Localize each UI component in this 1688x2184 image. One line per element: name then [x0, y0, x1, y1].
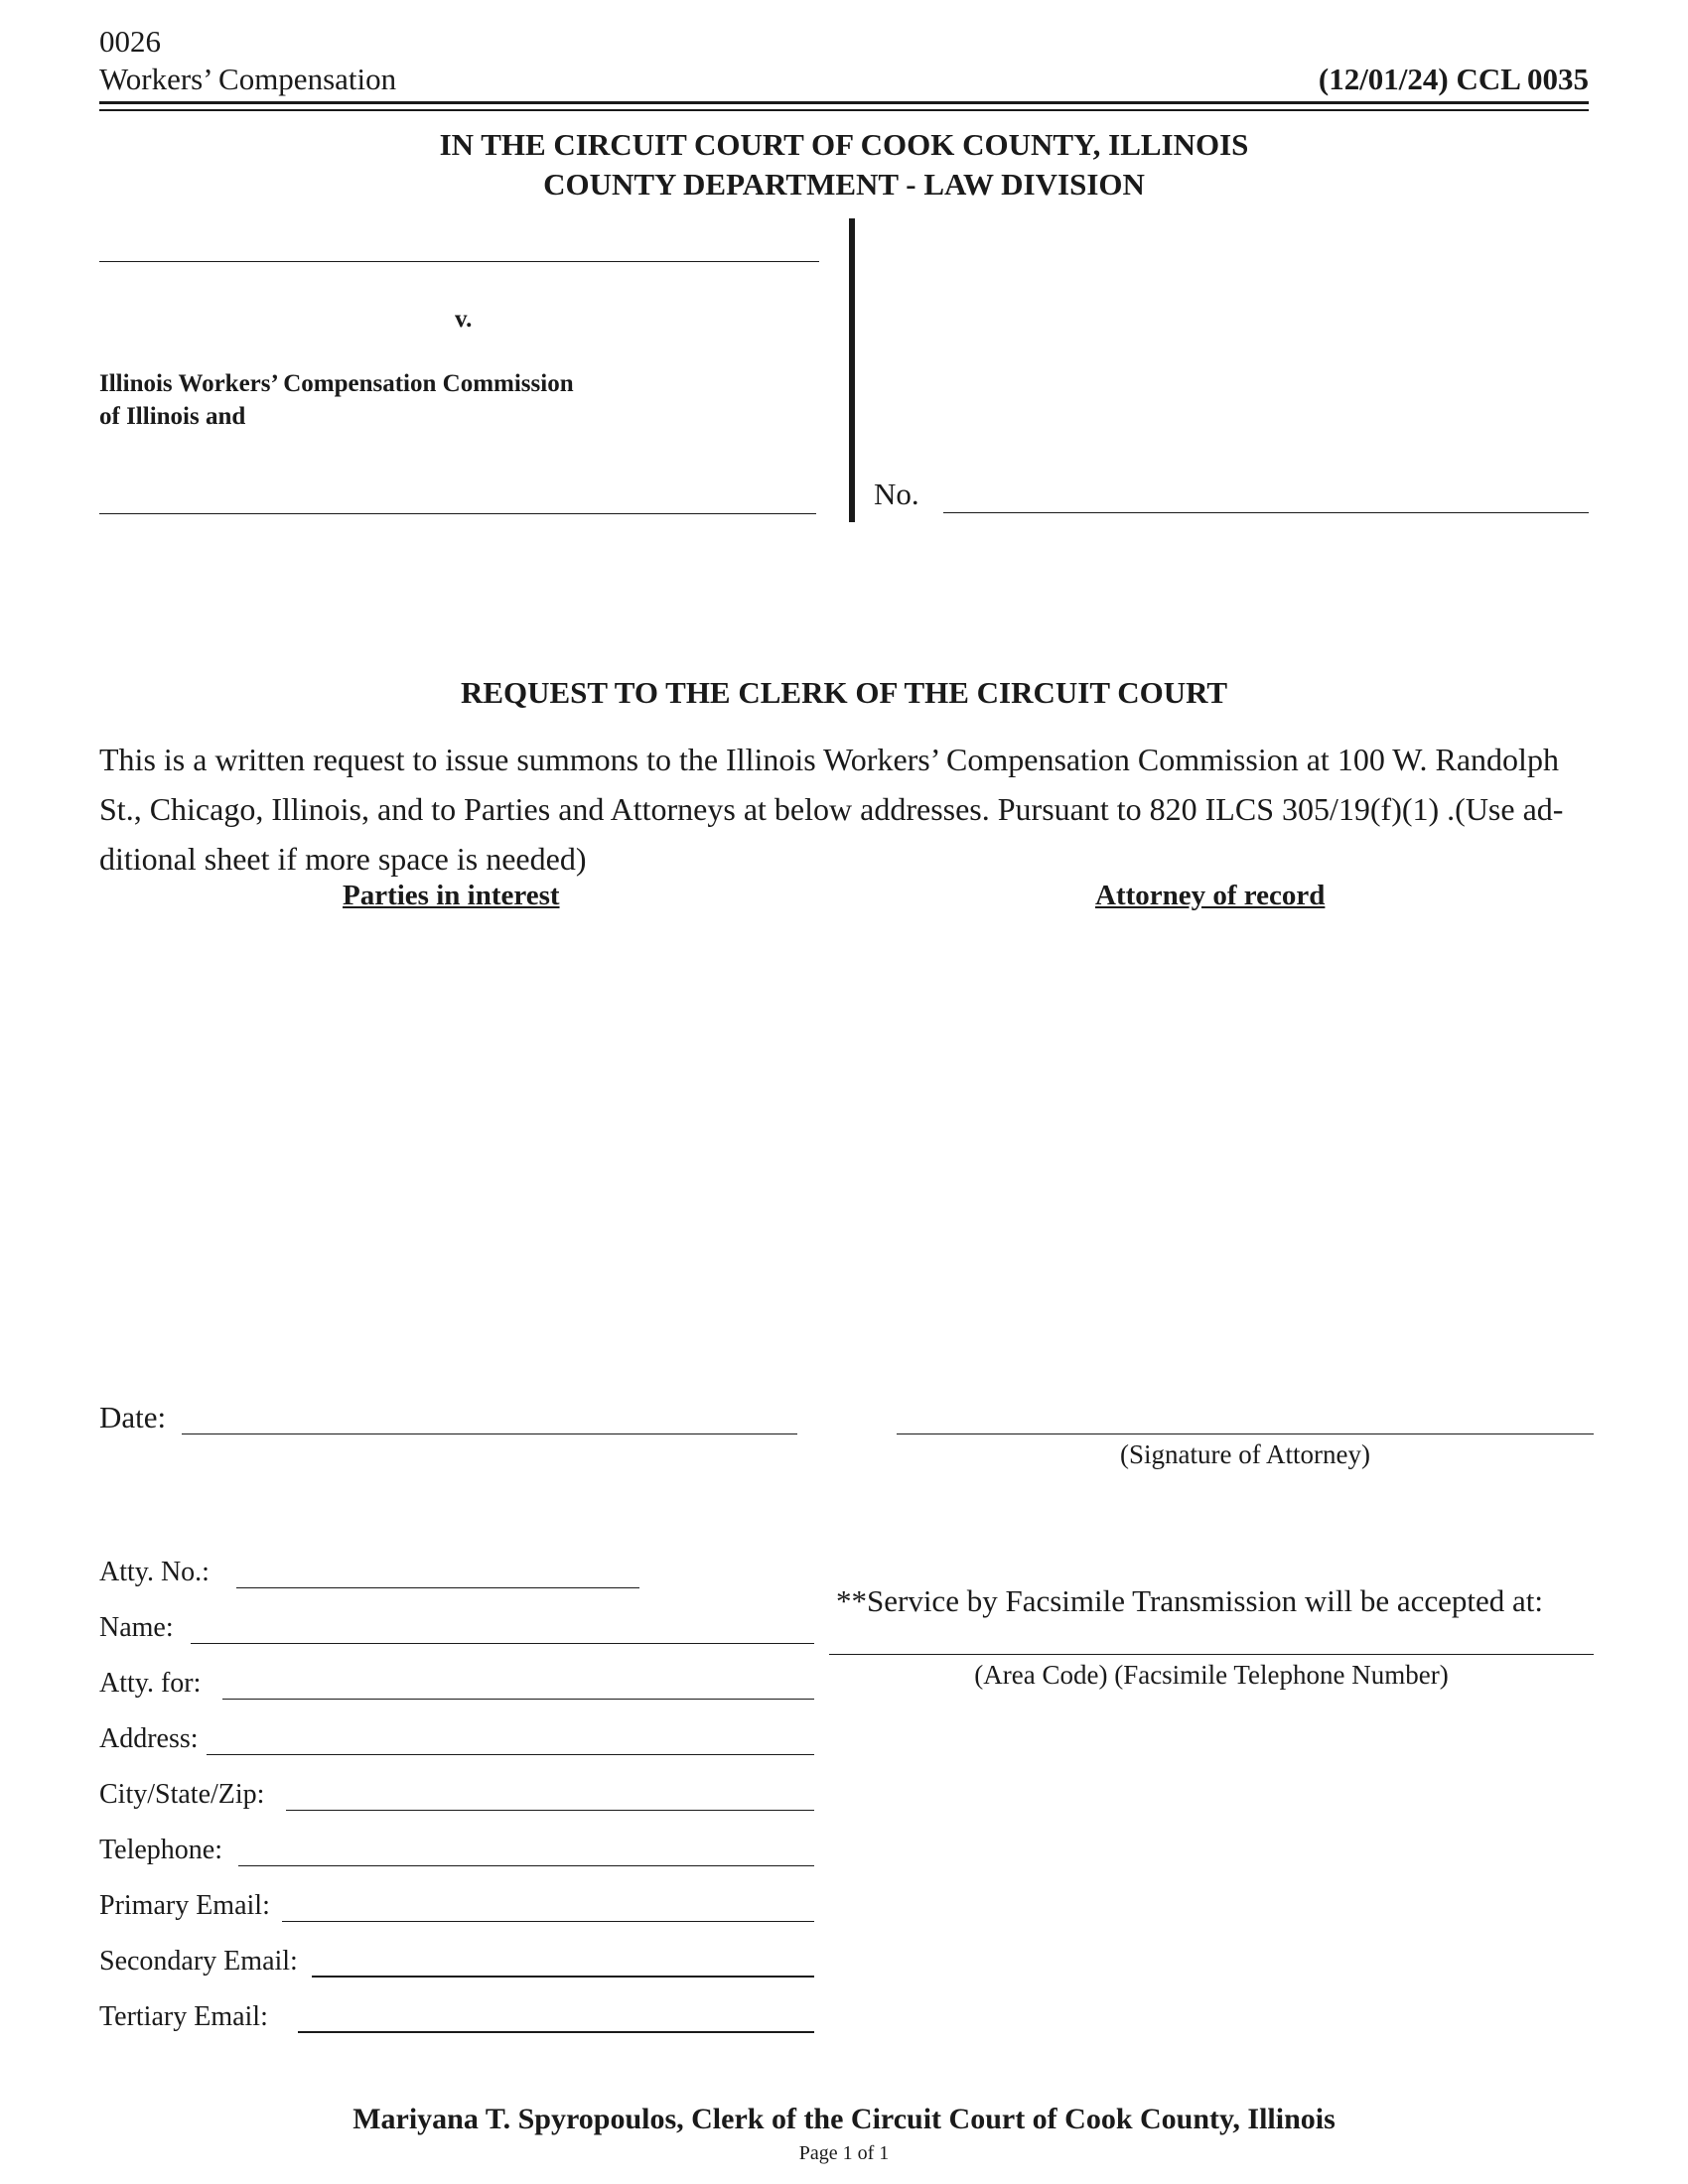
defendant-line1: Illinois Workers’ Compensation Commission — [99, 370, 574, 397]
court-title-line1: IN THE CIRCUIT COURT OF COOK COUNTY, ILLINOIS — [439, 127, 1249, 162]
case-no-label: No. — [874, 477, 919, 511]
secondary-email-row — [99, 1942, 814, 1981]
fax-caption: (Area Code) (Facsimile Telephone Number) — [974, 1660, 1449, 1690]
signature-field[interactable] — [897, 1433, 1594, 1434]
name-field[interactable] — [191, 1643, 814, 1644]
signature-caption: (Signature of Attorney) — [1120, 1439, 1370, 1469]
secondary-email-label: Secondary Email: — [99, 1946, 298, 1977]
atty-no-label: Atty. No.: — [99, 1557, 210, 1587]
telephone-label: Telephone: — [99, 1835, 222, 1865]
versus-label: v. — [455, 306, 473, 333]
defendant-line2: of Illinois and — [99, 403, 246, 430]
primary-email-row — [99, 1886, 814, 1926]
date-label: Date: — [99, 1400, 167, 1434]
tertiary-email-label: Tertiary Email: — [99, 2001, 268, 2032]
request-title: REQUEST TO THE CLERK OF THE CIRCUIT COURT — [460, 675, 1228, 710]
tertiary-email-field[interactable] — [298, 2031, 814, 2033]
attorney-heading: Attorney of record — [1095, 880, 1326, 911]
city-state-zip-field[interactable] — [286, 1810, 814, 1811]
city-state-zip-row — [99, 1775, 814, 1815]
tertiary-email-row — [99, 1997, 814, 2037]
header-rule-thick — [99, 101, 1589, 104]
date-field[interactable] — [182, 1433, 797, 1434]
request-text-line2: St., Chicago, Illinois, and to Parties and Attorneys at below addresses. Pursuant to 820 ILCS 305/19(f)(1) .(Use ad- — [99, 791, 1564, 827]
atty-for-row — [99, 1664, 814, 1704]
primary-email-label: Primary Email: — [99, 1890, 270, 1921]
name-label: Name: — [99, 1612, 174, 1643]
telephone-row — [99, 1831, 814, 1870]
court-title-line2: COUNTY DEPARTMENT - LAW DIVISION — [543, 167, 1145, 202]
form-number: 0026 — [99, 24, 161, 59]
request-text-line3: ditional sheet if more space is needed) — [99, 841, 587, 877]
address-row — [99, 1719, 814, 1759]
atty-no-field[interactable] — [236, 1587, 639, 1588]
fax-notice: **Service by Facsimile Transmission will be accepted at: — [836, 1583, 1544, 1618]
atty-for-field[interactable] — [222, 1699, 814, 1700]
address-label: Address: — [99, 1723, 199, 1754]
plaintiff-line[interactable] — [99, 261, 819, 262]
fax-number-field[interactable] — [829, 1654, 1594, 1655]
page-number: Page 1 of 1 — [798, 2142, 890, 2164]
clerk-footer: Mariyana T. Spyropoulos, Clerk of the Circuit Court of Cook County, Illinois — [352, 2103, 1336, 2135]
name-row — [99, 1608, 814, 1648]
form-type: Workers’ Compensation — [99, 62, 397, 96]
header-rule-thin — [99, 109, 1589, 111]
address-field[interactable] — [207, 1754, 814, 1755]
secondary-email-field[interactable] — [312, 1976, 814, 1978]
city-state-zip-label: City/State/Zip: — [99, 1779, 265, 1810]
primary-email-field[interactable] — [282, 1921, 814, 1922]
caption-divider — [849, 218, 855, 522]
request-text-line1: This is a written request to issue summons to the Illinois Workers’ Compensation Commission at 100 W. Randolph — [99, 742, 1559, 777]
defendant-line[interactable] — [99, 513, 816, 514]
telephone-field[interactable] — [238, 1865, 814, 1866]
atty-for-label: Atty. for: — [99, 1668, 202, 1699]
parties-heading: Parties in interest — [343, 880, 560, 911]
case-no-field[interactable] — [943, 512, 1589, 513]
atty-no-row — [99, 1553, 814, 1592]
form-code: (12/01/24) CCL 0035 — [1318, 62, 1589, 96]
